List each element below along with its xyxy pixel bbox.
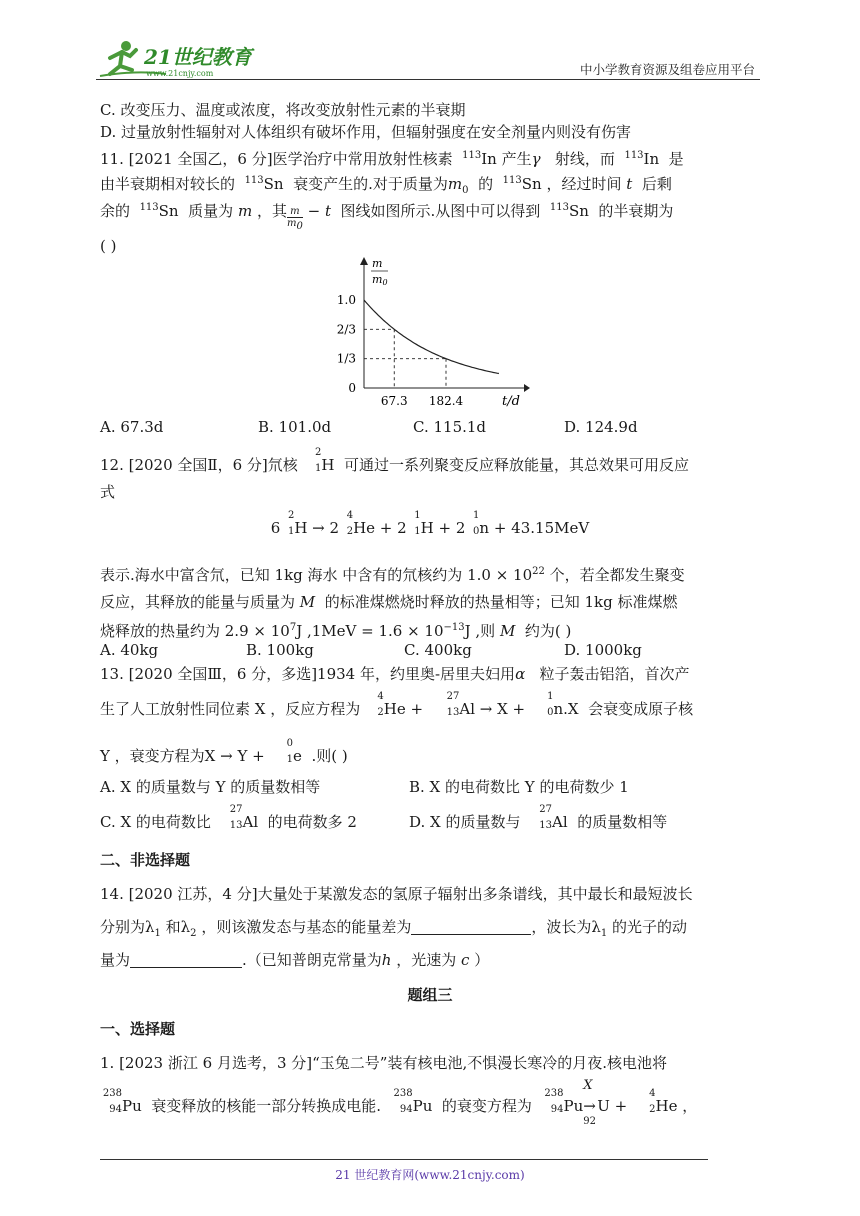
y-axis-arrow [360,257,368,265]
q11-line3: 余的 $^{113}$Sn 质量为 m ，其 $\frac{m}{m_0}$ − t 图线如图所示.从图中可以得到 $^{113}$Sn 的半衰期为 [100,202,674,232]
q13-option-a: A. X 的质量数与 Y 的质量数相等 [100,778,321,796]
q11-line2: 由半衰期相对较长的 $^{113}$Sn 衰变产生的.对于质量为$m_0$ 的 $^{113}$Sn ，经过时间 t 后剩 [100,175,672,196]
q12-option-a: A. 40kg [100,641,159,659]
group3-heading: 题组三 [407,986,453,1004]
q11-option-b: B. 101.0d [258,418,332,436]
x-axis-arrow [524,384,530,392]
q11-answer-paren: ( ) [100,237,117,255]
section-nonchoice-heading: 二、非选择题 [100,851,191,869]
svg-text:21世纪教育: 21世纪教育 [144,45,252,69]
footer-site-text: 21 世纪教育网(www.21cnjy.com) [335,1168,525,1182]
x-axis-label: t/d [502,394,520,409]
q12-line5: 烧释放的热量约为 $2.9 \times 10^7J$ $,1MeV = 1.6 \times 10^{-13}J$ ,则 M 约为( ) [100,622,572,640]
q12-line1: 12. [2020 全国Ⅱ，6 分]氘核 2 1 H 可通过一系列聚变反应释放能量，其总效果可用反应 [100,447,689,474]
answer-blank-energy[interactable] [411,920,531,935]
y-tick-label: 0 [348,381,356,395]
option-c-prev: C. 改变压力、温度或浓度，将改变放射性元素的半衰期 [100,101,466,119]
q1-line1: 1. [2023 浙江 6 月选考，3 分]“玉兔二号”装有核电池,不惧漫长寒冷的月夜.核电池将 [100,1054,667,1072]
q12-option-d: D. 1000kg [564,641,642,659]
q13-line1: 13. [2020 全国Ⅲ，6 分，多选]1934 年，约里奥-居里夫妇用α 粒子轰击铝箔，首次产 [100,665,690,683]
answer-blank-momentum[interactable] [130,953,242,968]
svg-text:www.21cnjy.com: www.21cnjy.com [146,69,214,78]
q13-line2: 生了人工放射性同位素 X ，反应方程为 4 2 He + 27 13 Al → X + 1 0 n.X 会衰变成原子核 [100,691,694,718]
decay-chart [330,255,530,415]
x-tick-label: 67.3 [380,394,408,408]
q13-line3: Y ，衰变方程为X → Y + 0 1 e .则( ) [100,738,348,765]
y-tick-label: 1/3 [336,351,356,366]
q12-line4: 反应，其释放的能量与质量为 M 的标准煤燃烧时释放的热量相等；已知 1kg 标准煤燃 [100,593,678,611]
q12-option-b: B. 100kg [246,641,314,659]
q12-option-c: C. 400kg [404,641,472,659]
y-label-num: m [372,257,383,270]
q12-line2: 式 [100,483,116,501]
q13-option-c: C. X 的电荷数比 27 13 Al 的电荷数多 2 [100,804,357,831]
q11-line1: 11. [2021 全国乙，6 分]医学治疗中常用放射性核素 $^{113}$In 产生γ 射线，而 $^{113}$In 是 [100,150,684,168]
q12-line3: 表示.海水中富含氘，已知 1kg 海水 中含有的氘核约为 $1.0 \times 10^{22}$ 个，若全都发生聚变 [100,566,685,584]
footer-divider [100,1159,708,1160]
site-logo [96,36,266,80]
q14-line3: 量为 .（已知普朗克常量为h ，光速为 c ） [100,951,490,969]
header-platform-text: 中小学教育资源及组卷应用平台 [579,62,755,77]
q12-equation: 6 2 1 H → 2 4 2 He + 2 1 1 H + 2 1 0 n + 43.15MeV [270,510,590,537]
y-tick-label: 2/3 [336,322,356,337]
q14-line1: 14. [2020 江苏，4 分]大量处于某激发态的氢原子辐射出多条谱线，其中最长和最短波长 [100,885,693,903]
header-divider [96,79,760,80]
q13-option-d: D. X 的质量数与 27 13 Al 的质量数相等 [409,804,668,831]
q11-option-c: C. 115.1d [413,418,487,436]
q11-option-d: D. 124.9d [564,418,638,436]
y-tick-label: 1.0 [336,293,356,307]
runner-logo-icon [96,36,266,80]
option-d-prev: D. 过量放射性辐射对人体组织有破坏作用，但辐射强度在安全剂量内则没有伤害 [100,123,632,141]
x-tick-label: 182.4 [428,394,464,408]
q11-option-a: A. 67.3d [100,418,164,436]
decay-curve [364,300,499,374]
y-label-den: m0 [372,273,388,287]
q13-option-b: B. X 的电荷数比 Y 的电荷数少 1 [409,778,629,796]
q14-line2: 分别为$\lambda_1$ 和$\lambda_2$ ，则该激发态与基态的能量差为 ，波长为$\lambda_1$ 的光子的动 [100,918,687,939]
section-choice-heading: 一、选择题 [100,1020,176,1038]
q1-line2: 238 94 Pu 衰变释放的核能一部分转换成电能. 238 94 Pu 的衰变方程为 238 94 Pu X → 92 U + 4 2 He ， [102,1078,698,1127]
